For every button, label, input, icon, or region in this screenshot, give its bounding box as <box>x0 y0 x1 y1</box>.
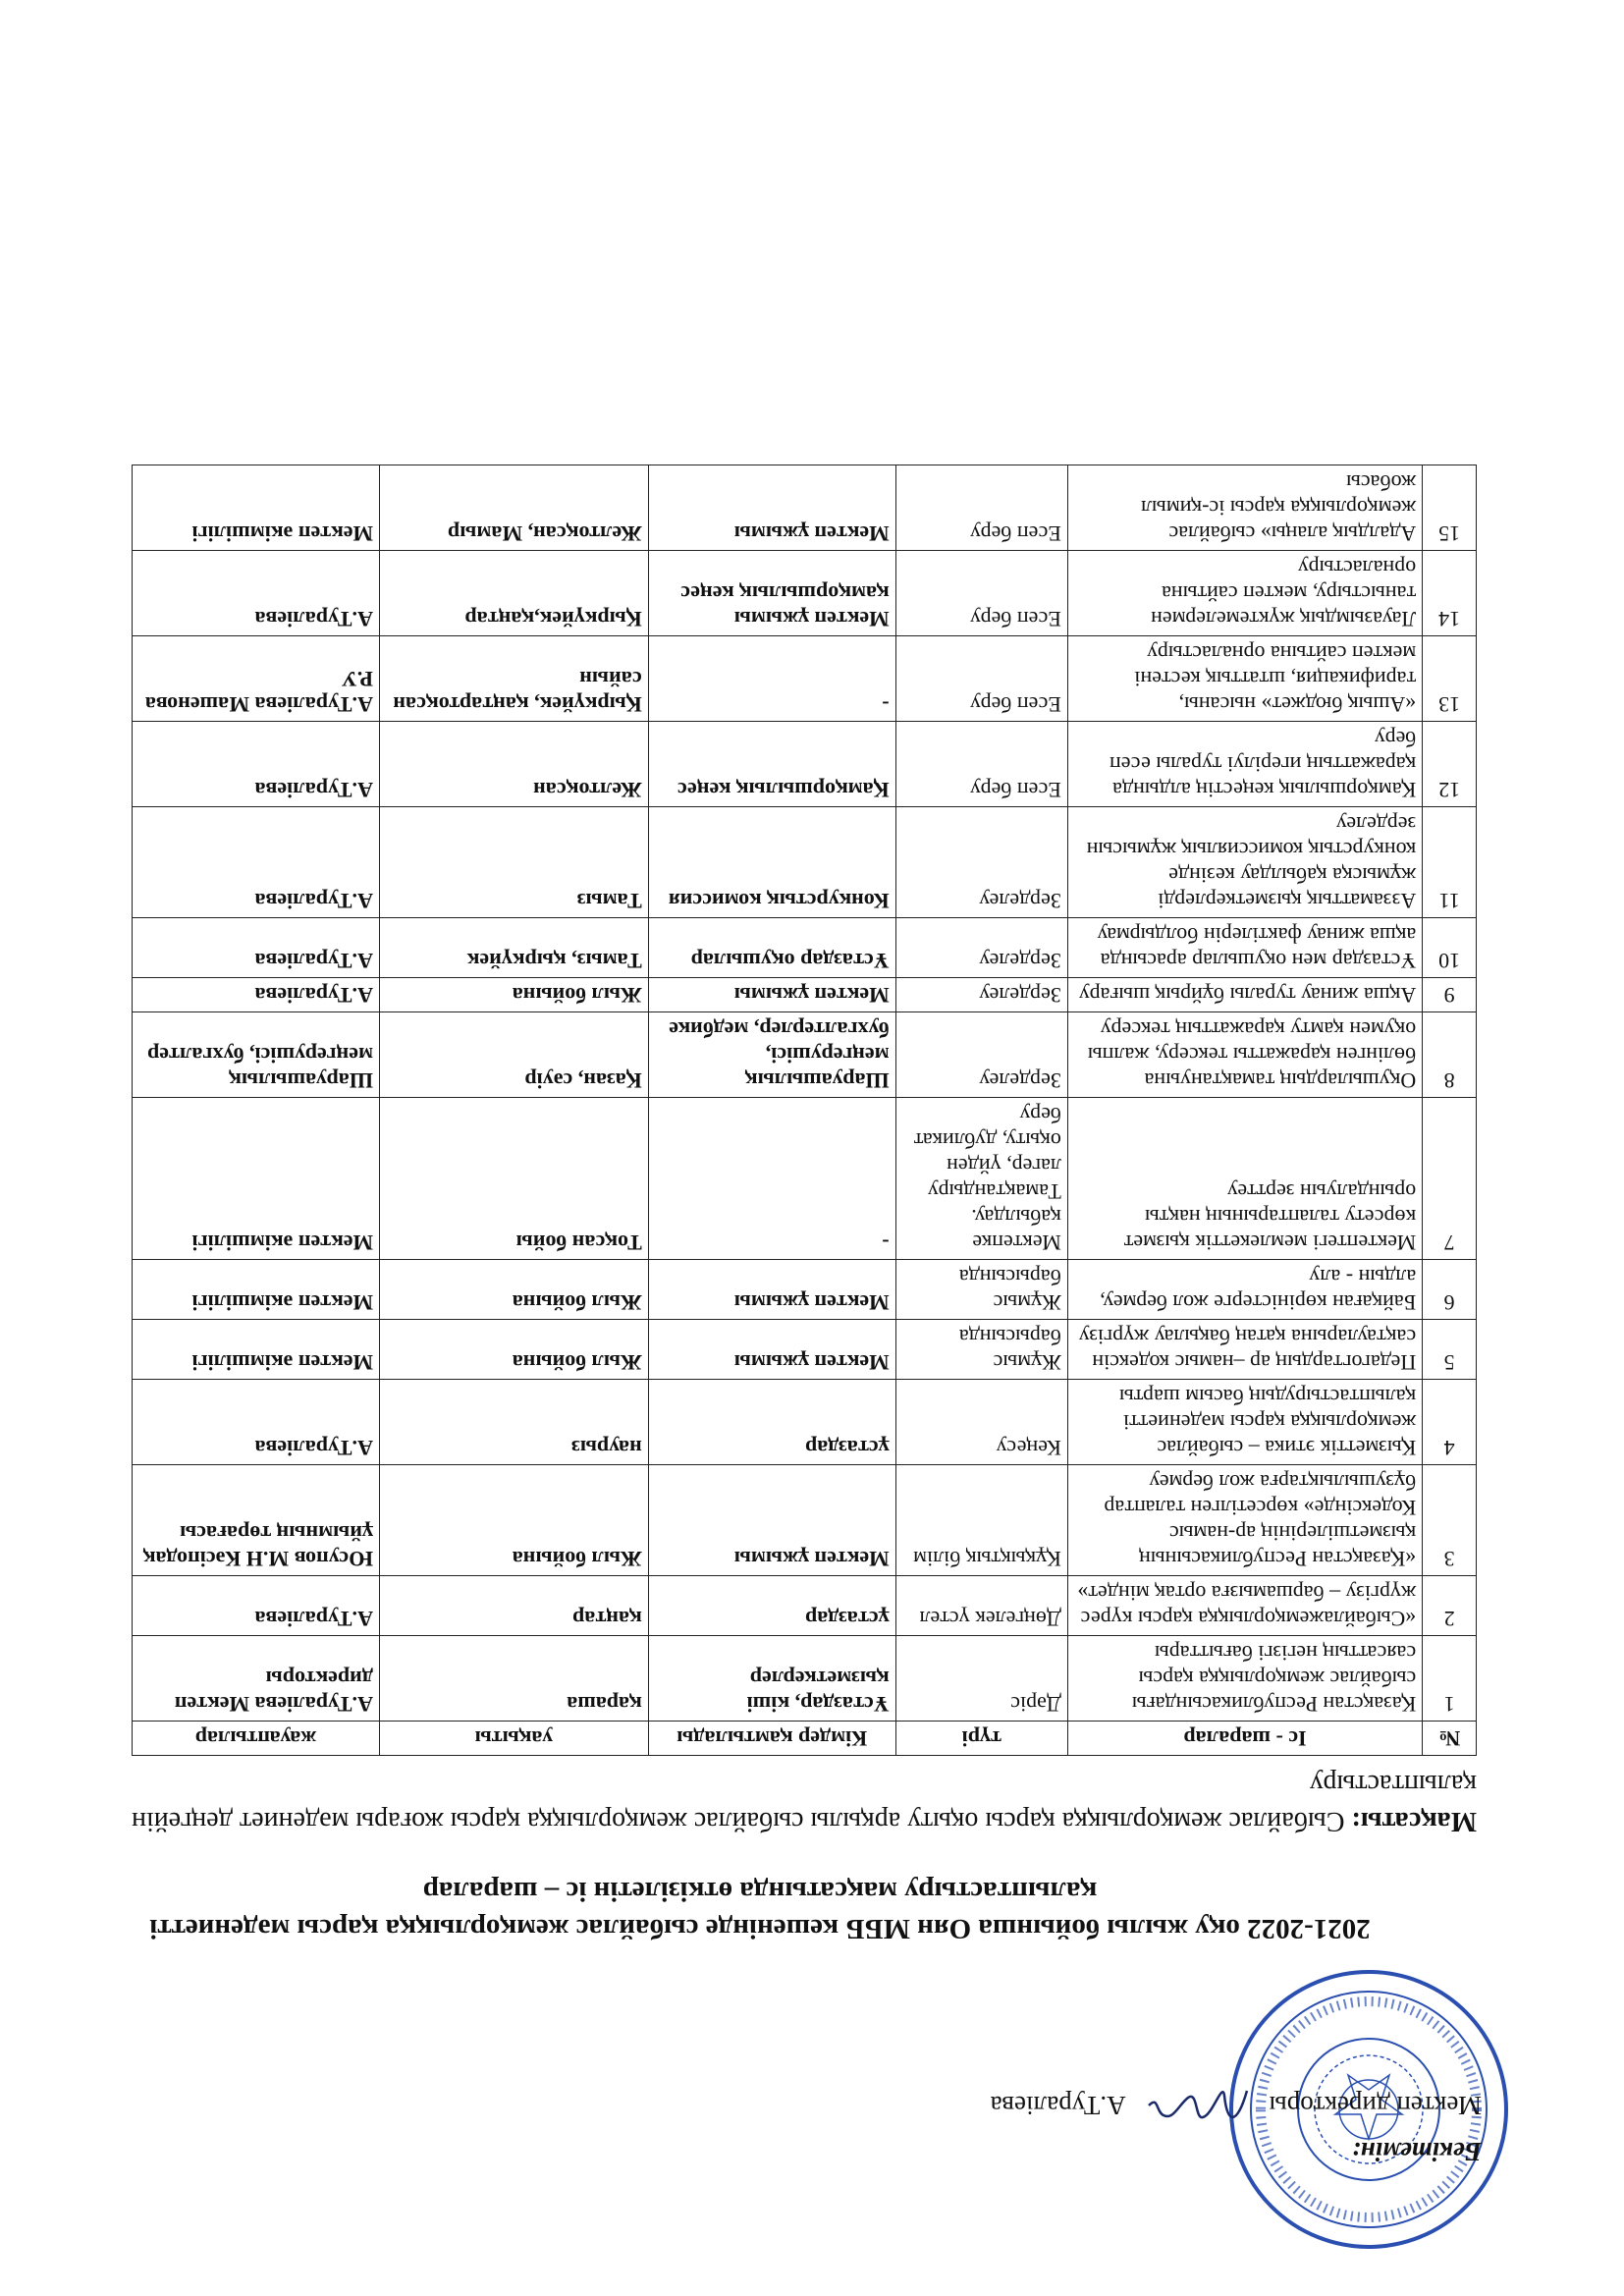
table-row <box>133 1465 1477 1576</box>
table-row <box>133 551 1477 636</box>
header-time: уақыты <box>379 1722 648 1756</box>
table-header-row <box>133 1722 1477 1756</box>
row-type: Кеңесу <box>895 1380 1067 1465</box>
goal-paragraph <box>122 1765 1477 1839</box>
header-audience: Кімдер қамтылады <box>648 1722 895 1756</box>
row-type: Зерделеу <box>895 978 1067 1012</box>
row-time: Жыл бойына <box>379 1465 648 1576</box>
row-number: 9 <box>1423 978 1477 1012</box>
row-audience: - <box>648 1098 895 1260</box>
row-type: Есеп беру <box>895 465 1067 551</box>
row-type: Құқықтық білім <box>895 1465 1067 1576</box>
row-audience: - <box>648 636 895 722</box>
row-responsible: А.Тураліева <box>133 1576 380 1636</box>
row-activity: Ұстаздар мен оқушылар арасында ақша жинау фактілерін болдырмау <box>1067 918 1422 978</box>
row-number: 2 <box>1423 1576 1477 1636</box>
table-row <box>133 807 1477 918</box>
row-type: Зерделеу <box>895 807 1067 918</box>
row-audience: Конкурстық комиссия <box>648 807 895 918</box>
header-type: түрі <box>895 1722 1067 1756</box>
row-responsible: А.Тураліева <box>133 1380 380 1465</box>
row-number: 5 <box>1423 1320 1477 1380</box>
row-time: Тамыз <box>379 807 648 918</box>
row-activity: Қамқоршылық кеңестің алдында қаражаттың игерілуі туралы есеп беру <box>1067 722 1422 807</box>
row-type: Есеп беру <box>895 636 1067 722</box>
header-number: № <box>1423 1722 1477 1756</box>
row-time: қараша <box>379 1636 648 1722</box>
row-number: 15 <box>1423 465 1477 551</box>
row-type: Жұмыс барысында <box>895 1260 1067 1320</box>
row-number: 4 <box>1423 1380 1477 1465</box>
row-time: Тоқсан бойы <box>379 1098 648 1260</box>
row-time: наурыз <box>379 1380 648 1465</box>
table-row <box>133 722 1477 807</box>
table-row <box>133 1576 1477 1636</box>
table-row <box>133 918 1477 978</box>
document-title: 2021-2022 оқу жылы бойынша Оян МББ кешенінде сыбайлас жемқорлыққа қарсы мәдениетті қалыптастыру мақсатында өткізілетін іс – шаралар <box>149 1876 1371 1944</box>
row-type: Зерделеу <box>895 1012 1067 1098</box>
row-responsible: Мектеп әкімшілігі <box>133 1320 380 1380</box>
table-row <box>133 1380 1477 1465</box>
row-audience: Мектеп ұжымы <box>648 1320 895 1380</box>
row-responsible: А.Тураліева <box>133 918 380 978</box>
table-row <box>133 1098 1477 1260</box>
row-responsible: А.Тураліева Машенова Р.У <box>133 636 380 722</box>
row-responsible: Мектеп әкімшілігі <box>133 465 380 551</box>
activity-table <box>132 465 1477 1756</box>
approval-block <box>598 2076 1482 2168</box>
row-activity: Мектептегі мемлекеттік қызмет көрсету талаптарының нақты орындалуын зерттеу <box>1067 1098 1422 1260</box>
approval-position: Мектеп директоры <box>1269 2091 1482 2120</box>
row-type: Есеп беру <box>895 551 1067 636</box>
row-activity: «Қазақстан Республикасының қызметшілерінің ар-намыс Кодексінде» көрсетілген талаптар бұзушылықтарға жол бермеу <box>1067 1465 1422 1576</box>
approval-name: А.Тураліева <box>990 2091 1126 2120</box>
row-responsible: А.Тураліева <box>133 807 380 918</box>
row-number: 11 <box>1423 807 1477 918</box>
table-row <box>133 978 1477 1012</box>
row-responsible: А.Тураліева <box>133 551 380 636</box>
table-body <box>133 465 1477 1722</box>
row-number: 1 <box>1423 1636 1477 1722</box>
row-audience: Мектеп ұжымы <box>648 465 895 551</box>
row-activity: Қызметтік этика – сыбайлас жемқорлыққа қарсы мәдениетті қалыптастырудың басым шарты <box>1067 1380 1422 1465</box>
row-audience: Ұстаздар оқушылар <box>648 918 895 978</box>
row-type: Мектепке қабылдау. Тамақтандыру лагер, үйден оқыту, дубликат беру <box>895 1098 1067 1260</box>
row-time: Қазан, сәуір <box>379 1012 648 1098</box>
table-row <box>133 636 1477 722</box>
goal-label: Мақсаты: <box>1351 1806 1477 1836</box>
row-activity: Лауазымдық жүктемелермен таныстыру, мектеп сайтына орналастыру <box>1067 551 1422 636</box>
row-audience: Мектеп ұжымы қамқоршылық кеңес <box>648 551 895 636</box>
row-responsible: Юсупов М.Н Кәсіподақ ұйымның төрағасы <box>133 1465 380 1576</box>
row-time: Жыл бойына <box>379 1320 648 1380</box>
row-responsible: А.Тураліева Мектеп директоры <box>133 1636 380 1722</box>
row-audience: ұстаздар <box>648 1380 895 1465</box>
row-responsible: Мектеп әкімшілігі <box>133 1260 380 1320</box>
row-responsible: А.Тураліева <box>133 722 380 807</box>
table-row <box>133 1012 1477 1098</box>
goal-text: Сыбайлас жемқорлыққа қарсы оқыту арқылы сыбайлас жемқорлыққа қарсы жоғары мәдениет деңгейін қалыптастыру <box>131 1769 1477 1836</box>
row-audience: ұстаздар <box>648 1576 895 1636</box>
row-audience: Қамқоршылық кеңес <box>648 722 895 807</box>
row-audience: Ұстаздар, кіші қызметкерлер <box>648 1636 895 1722</box>
row-time: Жыл бойына <box>379 978 648 1012</box>
approval-signature-line <box>598 2076 1482 2135</box>
row-activity: «Ашық бюджет» нысаны, тарификация, штаттық кестені мектеп сайтына орналастыру <box>1067 636 1422 722</box>
table-row <box>133 1636 1477 1722</box>
table-row <box>133 1260 1477 1320</box>
row-type: Дөңгелек үстел <box>895 1576 1067 1636</box>
row-type: Есеп беру <box>895 722 1067 807</box>
row-number: 10 <box>1423 918 1477 978</box>
table-row <box>133 1320 1477 1380</box>
row-number: 3 <box>1423 1465 1477 1576</box>
row-number: 8 <box>1423 1012 1477 1098</box>
row-number: 12 <box>1423 722 1477 807</box>
row-number: 7 <box>1423 1098 1477 1260</box>
row-responsible: Шаруашылық меңгерушісі, бухгалтер <box>133 1012 380 1098</box>
approval-label: Бекітемін: <box>1351 2137 1482 2166</box>
row-audience: Мектеп ұжымы <box>648 1465 895 1576</box>
row-number: 13 <box>1423 636 1477 722</box>
header-responsible: жауаптылар <box>133 1722 380 1756</box>
row-audience: Мектеп ұжымы <box>648 1260 895 1320</box>
row-activity: Оқушылардың тамақтануына бөлінген қаражатты тексеру, жалпы оқумен қамту қаражаттың тексеру <box>1067 1012 1422 1098</box>
signature <box>1144 2076 1252 2135</box>
row-type: Жұмыс барысында <box>895 1320 1067 1380</box>
row-audience: Мектеп ұжымы <box>648 978 895 1012</box>
header-activity: Іс - шаралар <box>1067 1722 1422 1756</box>
row-activity: Педагогтардың ар –намыс кодексін сақтауларына қатаң бақылау жүргізу <box>1067 1320 1422 1380</box>
row-activity: Байқаған көріністерге жол бермеу, алдын - алу <box>1067 1260 1422 1320</box>
row-activity: «Сыбайлажемқорлыққа қарсы күрес жүргізу – баршамызға ортақ міндет» <box>1067 1576 1422 1636</box>
row-number: 14 <box>1423 551 1477 636</box>
row-activity: Адалдық алаңы» сыбайлас жемқорлыққа қарсы іс-қимыл жобасы <box>1067 465 1422 551</box>
row-responsible: Мектеп әкімшілігі <box>133 1098 380 1260</box>
row-time: Қыркүйек, қаңтартоқсан сайын <box>379 636 648 722</box>
row-time: Желтоқсан <box>379 722 648 807</box>
row-type: Зерделеу <box>895 918 1067 978</box>
row-time: Жыл бойына <box>379 1260 648 1320</box>
row-activity: Қазақстан Республикасындағы сыбайлас жемқорлыққа қарсы саясаттың негізгі бағыттары <box>1067 1636 1422 1722</box>
row-activity: Ақша жинау туралы бұйрық шығару <box>1067 978 1422 1012</box>
row-time: Желтоқсан, Мамыр <box>379 465 648 551</box>
row-time: қаңтар <box>379 1576 648 1636</box>
row-time: Қыркүйек,қаңтар <box>379 551 648 636</box>
row-type: Дәріс <box>895 1636 1067 1722</box>
row-time: Тамыз, қыркүйек <box>379 918 648 978</box>
table-row <box>133 465 1477 551</box>
row-number: 6 <box>1423 1260 1477 1320</box>
row-audience: Шаруашылық меңгерушісі, бухгалтерлер, медбике <box>648 1012 895 1098</box>
row-responsible: А.Тураліева <box>133 978 380 1012</box>
row-activity: Аззаматтық қызметкерлерді жұмысқа қабылдау кезінде конкурстық комиссиялық жұмысын зерделеу <box>1067 807 1422 918</box>
